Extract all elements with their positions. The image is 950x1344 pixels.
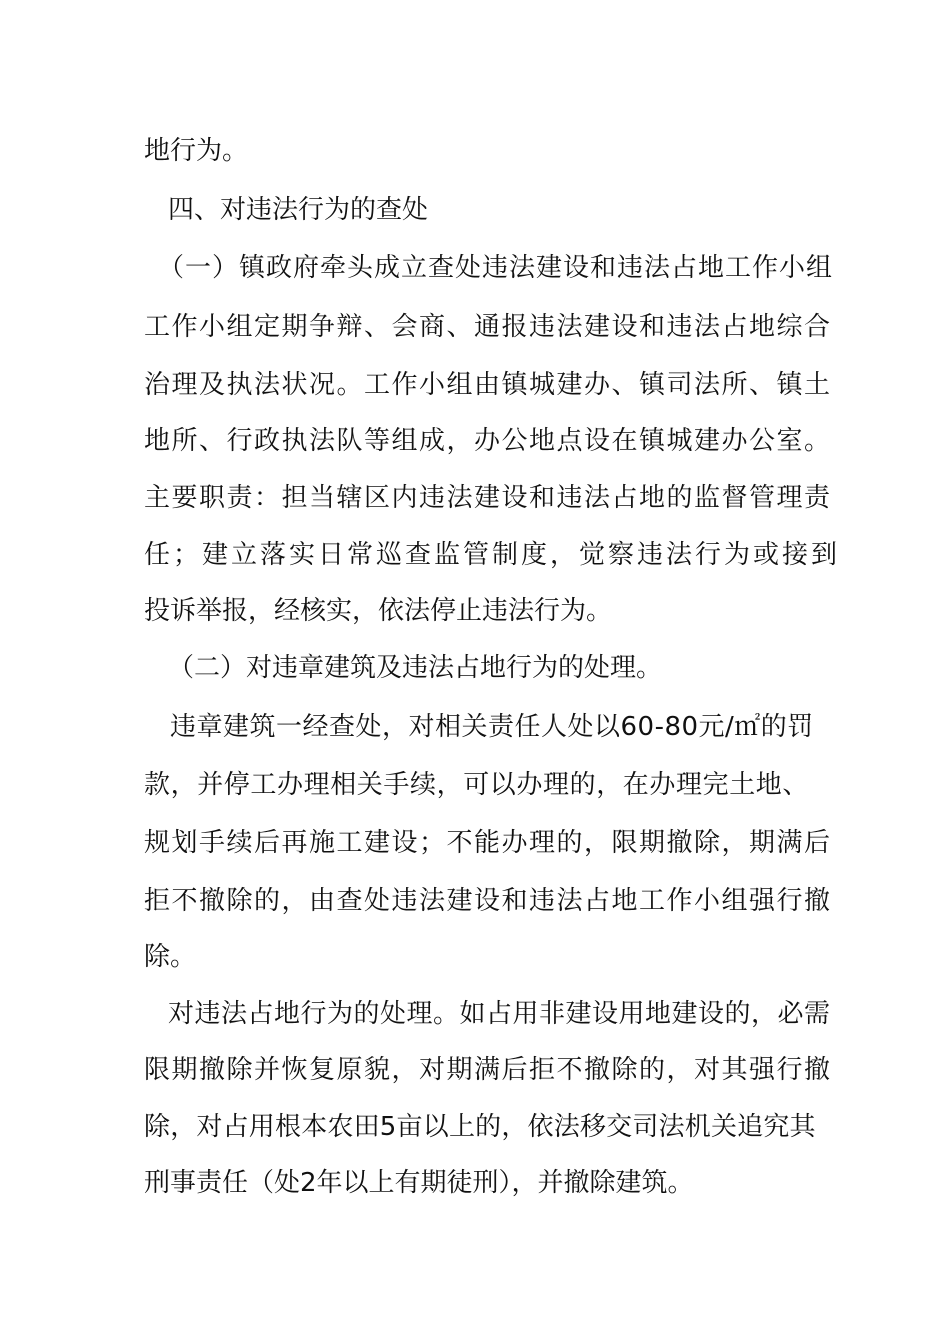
text-line-14: 拒不撤除的，由查处违法建设和违法占地工作小组强行撤 (144, 886, 832, 916)
text-line-1: 地行为。 (144, 136, 249, 166)
text-line-17: 限期撤除并恢复原貌，对期满后拒不撤除的，对其强行撤 (144, 1055, 832, 1085)
text-line-5: 治理及执法状况。工作小组由镇城建办、镇司法所、镇土 (144, 370, 832, 400)
text-line-16: 对违法占地行为的处理。如占用非建设用地建设的，必需 (168, 999, 831, 1029)
text-line-15: 除。 (144, 942, 197, 972)
text-line-6: 地所、行政执法队等组成，办公地点设在镇城建办公室。 (144, 426, 832, 456)
text-line-4: 工作小组定期争辩、会商、通报违法建设和违法占地综合 (144, 312, 832, 342)
text-line-7: 主要职责：担当辖区内违法建设和违法占地的监督管理责 (144, 483, 832, 513)
text-line-18: 除，对占用根本农田5亩以上的，依法移交司法机关追究其 (144, 1112, 816, 1142)
subheading-1: （一）镇政府牵头成立查处违法建设和违法占地工作小组 (158, 253, 834, 283)
section-heading-4: 四、对违法行为的查处 (168, 195, 429, 225)
text-line-9: 投诉举报，经核实，依法停止违法行为。 (144, 596, 613, 626)
text-line-12: 款，并停工办理相关手续，可以办理的，在办理完土地、 (144, 770, 810, 800)
text-line-11: 违章建筑一经查处，对相关责任人处以60-80元/㎡的罚 (170, 712, 814, 742)
text-line-13: 规划手续后再施工建设；不能办理的，限期撤除，期满后 (144, 828, 832, 858)
text-line-19: 刑事责任（处2年以上有期徒刑），并撤除建筑。 (144, 1168, 694, 1198)
subheading-2: （二）对违章建筑及违法占地行为的处理。 (168, 653, 663, 683)
text-line-8: 任；建立落实日常巡查监管制度，觉察违法行为或接到 (144, 540, 841, 570)
